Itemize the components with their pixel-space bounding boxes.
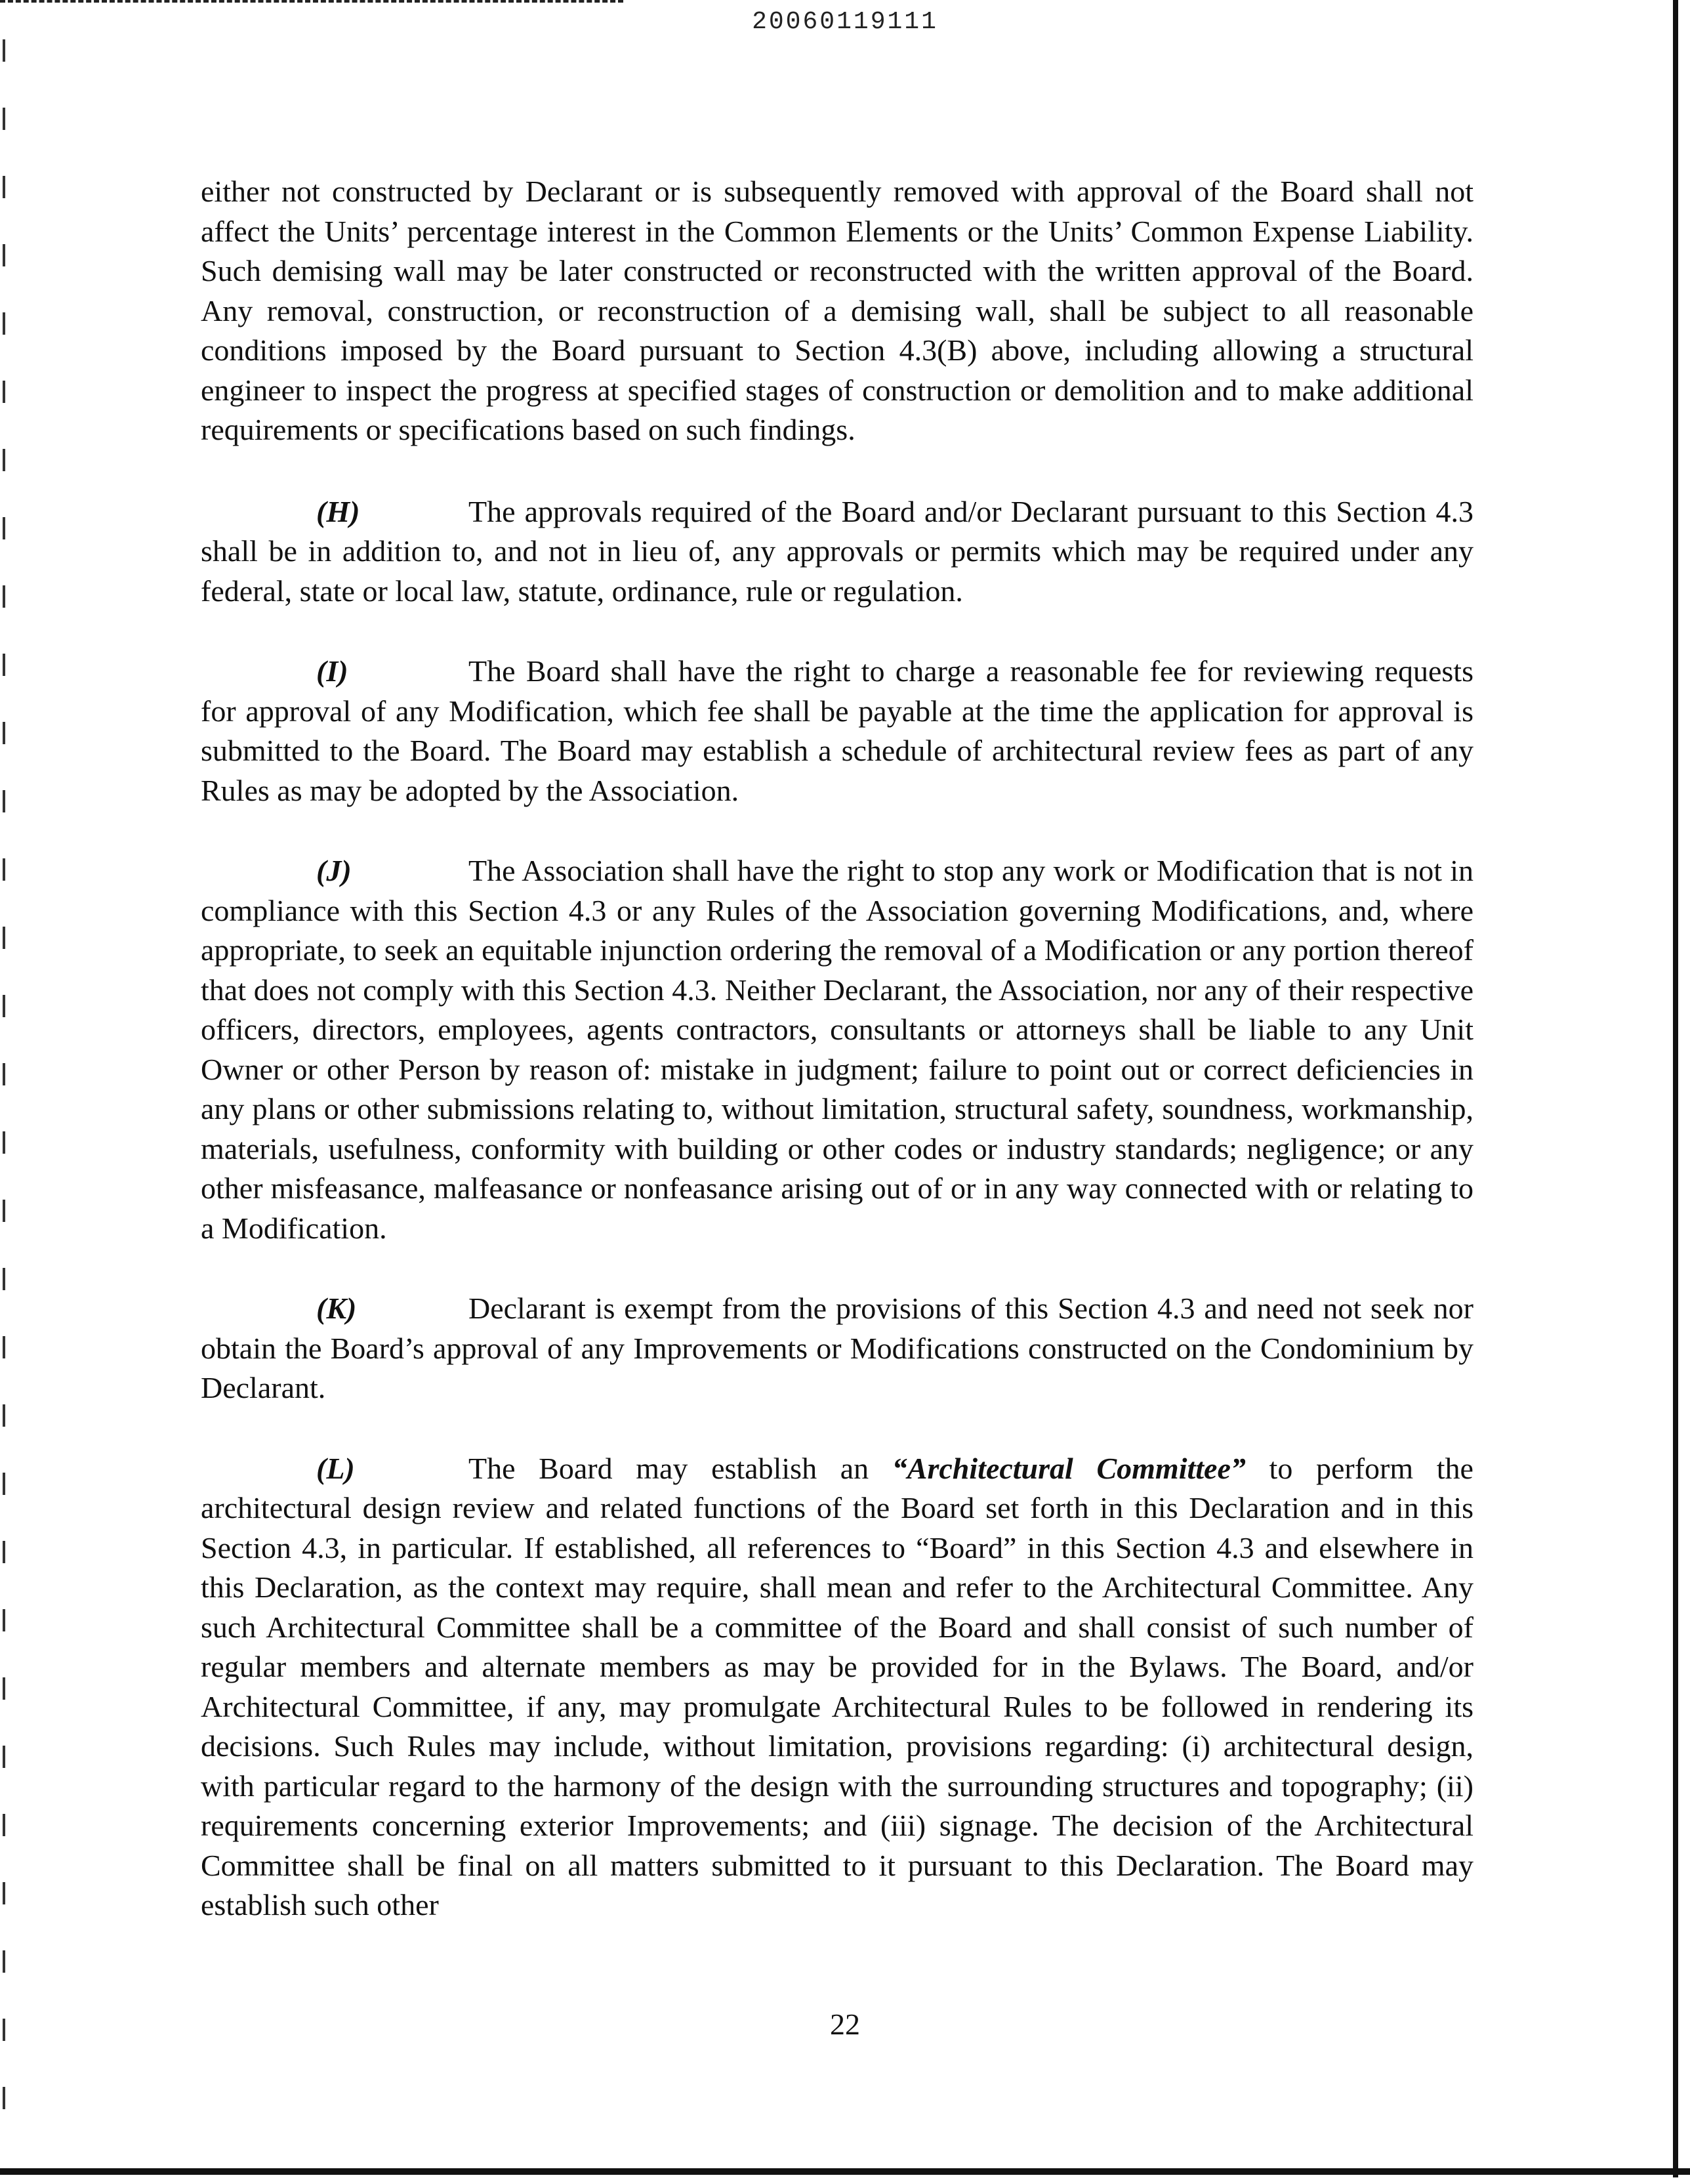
section-i-label: (I) [316, 654, 348, 688]
document-id: 20060119111 [752, 8, 938, 36]
section-i-paragraph [201, 652, 1474, 810]
page-number: 22 [830, 2007, 860, 2041]
section-h-label: (H) [316, 494, 360, 528]
section-j-paragraph [201, 851, 1474, 1248]
section-k-label: (K) [316, 1292, 357, 1325]
scan-left-margin-marks [3, 39, 5, 2139]
section-h-text: The approvals required of the Board and/or Declarant pursuant to this Section 4.3 shall be in addition to, and not in lieu of, any approvals or permits which may be required under any federal, state or local law, statute, ordinance, rule or regulation. [201, 494, 1474, 608]
defined-term-architectural-committee: “Architectural Committee” [892, 1451, 1246, 1485]
section-h-paragraph [201, 492, 1474, 612]
scan-edge-top [0, 0, 623, 6]
scan-edge-right [1673, 0, 1678, 2177]
intro-paragraph: either not constructed by Declarant or is subsequently removed with approval of the Board shall not affect the Units’ percentage interest in the Common Elements or the Units’ Common Expense Liability. Such demising wall may be later constructed or reconstructed with the written approval of the Board. Any removal, construction, or reconstruction of a demising wall, shall be subject to all reasonable conditions imposed by the Board pursuant to Section 4.3(B) above, including allowing a structural engineer to inspect the progress at specified stages of construction or demolition and to make additional requirements or specifications based on such findings. [201, 175, 1474, 446]
section-k-paragraph [201, 1289, 1474, 1408]
section-l-text-after: to perform the architectural design review and related functions of the Board set forth in this Declaration and in this Section 4.3, in particular. If established, all references to “Board” in this Section 4.3 and elsewhere in this Declaration, as the context may require, shall mean and refer to the Architectural Committee. Any such Architectural Committee shall be a committee of the Board and shall consist of such number of regular members and alternate members as may be provided for in the Bylaws. The Board, and/or Architectural Committee, if any, may promulgate Architectural Rules to be followed in rendering its decisions. Such Rules may include, without limitation, provisions regarding: (i) architectural design, with particular regard to the harmony of the design with the surrounding structures and topography; (ii) requirements concerning exterior Improvements; and (iii) signage. The decision of the Architectural Committee shall be final on all matters submitted to it pursuant to this Declaration. The Board may establish such other [201, 1451, 1474, 1922]
scan-edge-bottom [0, 2168, 1690, 2175]
section-l-label: (L) [316, 1451, 355, 1485]
section-j-label: (J) [316, 854, 352, 887]
section-k-text: Declarant is exempt from the provisions of this Section 4.3 and need not seek nor obtain the Board’s approval of any Improvements or Modifications constructed on the Condominium by Declarant. [201, 1292, 1474, 1404]
section-l-text-before: The Board may establish an [468, 1451, 892, 1485]
section-l-paragraph [201, 1449, 1474, 1925]
page-body [201, 172, 1474, 1966]
section-i-text: The Board shall have the right to charge a reasonable fee for reviewing requests for approval of any Modification, which fee shall be payable at the time the application for approval is submitted to the Board. The Board may establish a schedule of architectural review fees as part of any Rules as may be adopted by the Association. [201, 654, 1474, 807]
section-j-text: The Association shall have the right to stop any work or Modification that is not in compliance with this Section 4.3 or any Rules of the Association governing Modifications, and, where appropriate, to seek an equitable injunction ordering the removal of a Modification or any portion thereof that does not comply with this Section 4.3. Neither Declarant, the Association, nor any of their respective officers, directors, employees, agents contractors, consultants or attorneys shall be liable to any Unit Owner or other Person by reason of: mistake in judgment; failure to point out or correct deficiencies in any plans or other submissions relating to, without limitation, structural safety, soundness, workmanship, materials, usefulness, conformity with building or other codes or industry standards; negligence; or any other misfeasance, malfeasance or nonfeasance arising out of or in any way connected with or relating to a Modification. [201, 854, 1474, 1245]
